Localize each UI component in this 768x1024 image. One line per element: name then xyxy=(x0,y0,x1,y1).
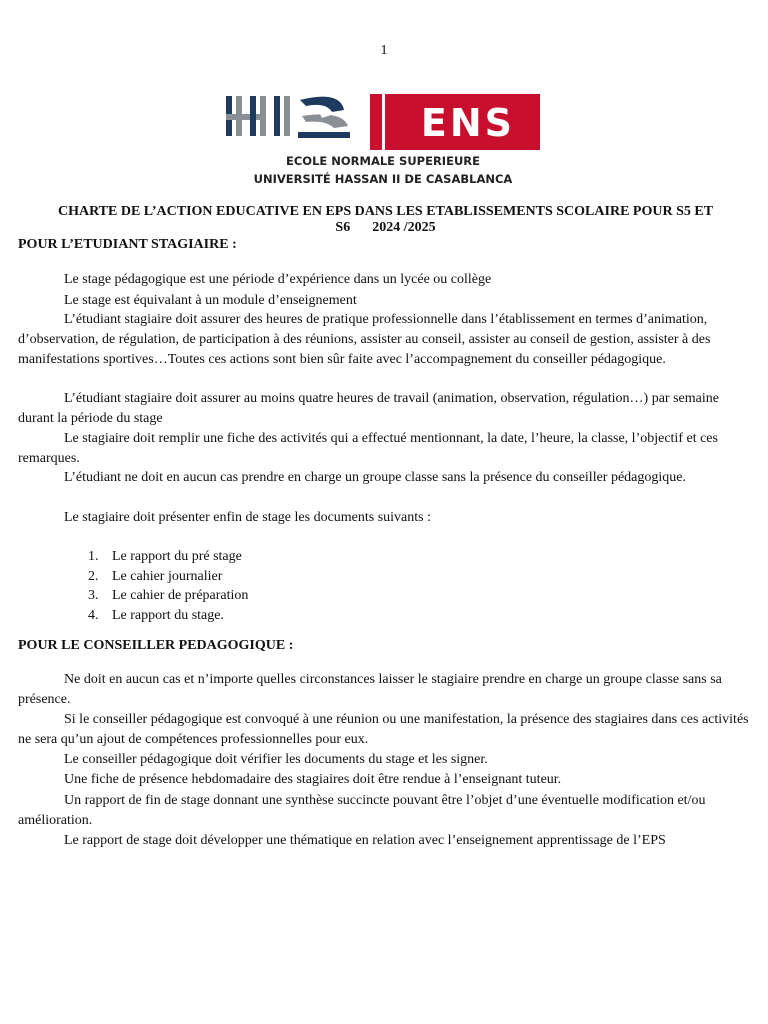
student-paragraph-3: L’étudiant stagiaire doit assurer des heures de pratique professionnelle dans l’établissement en termes d’animation, d’observation, de régulation, de participation à des réunions, assister au conseil, assister au conseil de gestion, assister à des manifestations sportives…Toutes ces actions sont bien sûr faite avec l’accompagnement du conseiller pédagogique. xyxy=(18,312,711,367)
student-paragraph-7: Le stagiaire doit présenter enfin de stage les documents suivants : xyxy=(64,510,432,525)
advisor-paragraph-3: Le conseiller pédagogique doit vérifier les documents du stage et les signer. xyxy=(64,752,488,767)
logo-line-1: ECOLE NORMALE SUPERIEURE xyxy=(286,154,480,168)
ens-logo xyxy=(222,92,544,188)
title-line-1: CHARTE DE L’ACTION EDUCATIVE EN EPS DANS LES ETABLISSEMENTS SCOLAIRE POUR S5 ET xyxy=(57,204,714,219)
required-documents-list xyxy=(88,547,248,625)
student-paragraph-2: Le stage est équivalant à un module d’enseignement xyxy=(64,293,357,308)
ens-logo-text: ENS xyxy=(420,101,516,145)
student-paragraph-4: L’étudiant stagiaire doit assurer au moins quatre heures de travail (animation, observation, régulation…) par semaine durant la période du stage xyxy=(18,391,719,426)
advisor-paragraph-5: Un rapport de fin de stage donnant une synthèse succincte pouvant être l’objet d’une éventuelle modification et/ou amélioration. xyxy=(18,793,706,828)
advisor-paragraph-2: Si le conseiller pédagogique est convoqué à une réunion ou une manifestation, la présence des stagiaires dans ces activités ne sera qu’un ajout de compétences professionnelles pour eux. xyxy=(18,712,749,747)
logo-line-2: UNIVERSITÉ HASSAN II DE CASABLANCA xyxy=(253,172,513,186)
list-item: 2. Le cahier journalier xyxy=(88,568,223,584)
advisor-paragraph-6: Le rapport de stage doit développer une thématique en relation avec l’enseignement apprentissage de l’EPS xyxy=(64,833,666,848)
advisor-paragraph-1: Ne doit en aucun cas et n’importe quelles circonstances laisser le stagiaire prendre en charge un groupe classe sans sa présence. xyxy=(18,672,722,707)
student-paragraph-6: L’étudiant ne doit en aucun cas prendre en charge un groupe classe sans la présence du conseiller pédagogique. xyxy=(64,470,686,485)
uh2-monogram xyxy=(226,96,350,138)
advisor-paragraph-4: Une fiche de présence hebdomadaire des stagiaires doit être rendue à l’enseignant tuteur. xyxy=(64,772,562,787)
title-semester: S6 xyxy=(335,220,351,235)
section-heading-student: POUR L’ETUDIANT STAGIAIRE : xyxy=(18,237,237,252)
section-heading-advisor: POUR LE CONSEILLER PEDAGOGIQUE : xyxy=(18,638,294,653)
page-number: 1 xyxy=(380,43,388,58)
document-title xyxy=(18,204,753,236)
title-year: 2024 /2025 xyxy=(372,220,436,235)
student-paragraph-5: Le stagiaire doit remplir une fiche des activités qui a effectué mentionnant, la date, l’heure, la classe, l’objectif et ces remarques. xyxy=(18,431,718,466)
student-paragraph-1: Le stage pédagogique est une période d’expérience dans un lycée ou collège xyxy=(64,272,492,287)
list-item: 4. Le rapport du stage. xyxy=(88,607,224,623)
list-item: 3. Le cahier de préparation xyxy=(88,588,249,603)
list-item: 1. Le rapport du pré stage xyxy=(88,549,242,564)
